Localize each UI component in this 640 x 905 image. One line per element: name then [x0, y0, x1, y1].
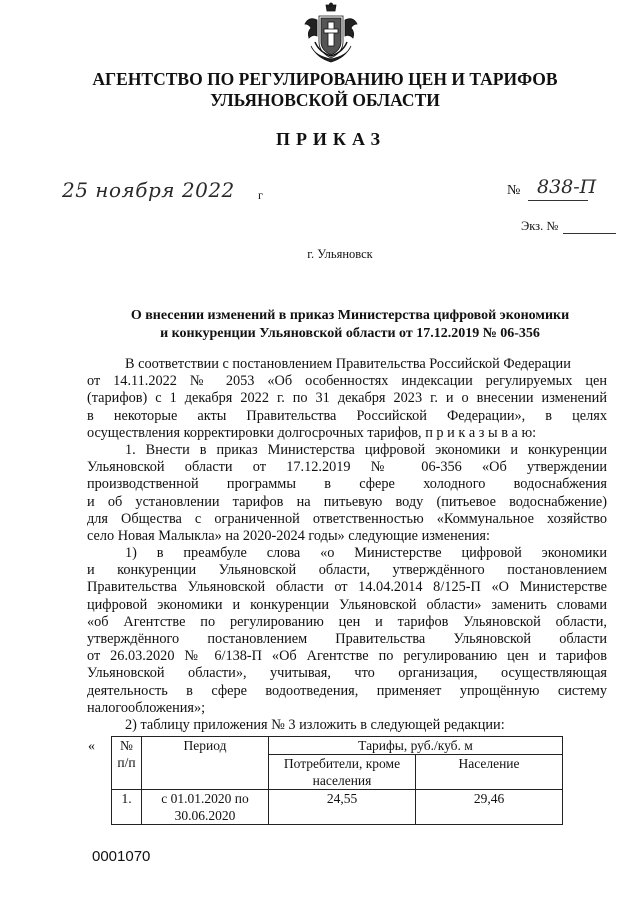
body-line: осуществления корректировки долгосрочных тарифов, п р и к а з ы в а ю: [87, 424, 537, 441]
coat-of-arms-emblem [299, 2, 363, 66]
body-line: деятельность в сфере водоотведения, применяет упрощённую систему [87, 682, 607, 699]
body-line: 2) таблицу приложения № 3 изложить в следующей редакции: [125, 716, 505, 733]
subject-line2: и конкуренции Ульяновской области от 17.12.2019 № 06-356 [160, 326, 540, 341]
opening-quote: « [88, 739, 95, 754]
row-period: с 01.01.2020 по 30.06.2020 [142, 790, 269, 825]
body-line: для Общества с ограниченной ответственностью «Коммунальное хозяйство [87, 510, 607, 527]
number-sign: № [507, 183, 521, 198]
header-tariffs: Тарифы, руб./куб. м [269, 737, 563, 755]
body-line: налогообложения»; [87, 699, 206, 716]
date-suffix: г [258, 188, 263, 202]
header-num: № п/п [112, 737, 142, 790]
body-line: «об Агентстве по регулированию цен и тарифов Ульяновской области, [87, 613, 607, 630]
body-line: (тарифов) с 1 декабря 2022 г. по 31 декабря 2023 г. и о внесении изменений [87, 390, 607, 407]
row-population: 29,46 [416, 790, 563, 825]
agency-title-line2: УЛЬЯНОВСКОЙ ОБЛАСТИ [210, 90, 440, 110]
body-line: село Новая Малыкла» на 2020-2024 годы» следующие изменения: [87, 527, 490, 544]
handwritten-number: 838-П [537, 176, 597, 198]
header-consumers: Потребители, кроме населения [269, 755, 416, 790]
copy-number-line [563, 233, 616, 234]
body-line: Ульяновской области от 17.12.2019 № 06-356 «Об утверждении [87, 459, 607, 476]
body-line: и об установлении тарифов на питьевую воду (питьевое водоснабжение) [87, 493, 607, 510]
document-subject [60, 307, 640, 343]
body-line: от 14.11.2022 № 2053 «Об особенностях индексации регулируемых цен [87, 373, 607, 390]
row-consumers: 24,55 [269, 790, 416, 825]
body-line: Правительства Ульяновской области от 14.04.2014 8/125-П «О Министерстве [87, 579, 607, 596]
document-code: 0001070 [92, 848, 151, 865]
document-body [87, 356, 607, 734]
body-line: производственной программы в сфере холодного водоснабжения [87, 476, 607, 493]
body-line: в некоторые акты Правительства Российской Федерации», в целях [87, 407, 607, 424]
document-type-title: ПРИКАЗ [275, 129, 387, 149]
header-population: Население [416, 755, 563, 790]
subject-line1: О внесении изменений в приказ Министерства цифровой экономики [130, 308, 570, 323]
body-line: цифровой экономики и конкуренции Ульяновской области» заменить словами [87, 596, 607, 613]
body-line: от 26.03.2020 № 6/138-П «Об Агентстве по регулированию цен и тарифов [87, 648, 607, 665]
body-line: Ульяновской области», учитывая, что организация, осуществляющая [87, 665, 607, 682]
handwritten-date: 25 ноября 2022 [62, 178, 235, 202]
body-line: утверждённого постановлением Правительства Ульяновской области [87, 631, 607, 647]
agency-title-line1: АГЕНТСТВО ПО РЕГУЛИРОВАНИЮ ЦЕН И ТАРИФОВ [92, 69, 558, 89]
body-line: В соответствии с постановлением Правительства Российской Федерации [125, 356, 571, 372]
body-line: 1. Внести в приказ Министерства цифровой экономики и конкуренции [125, 441, 607, 458]
row-num: 1. [112, 790, 142, 825]
body-line: и конкуренции Ульяновской области, утверждённого постановлением [87, 562, 607, 579]
number-underline [528, 200, 588, 201]
body-line: 1) в преамбуле слова «о Министерстве цифровой экономики [125, 545, 607, 562]
header-period: Период [142, 737, 269, 790]
city-label: г. Ульяновск [307, 247, 373, 261]
tariff-table [111, 736, 563, 825]
copy-number-label: Экз. № [521, 219, 559, 233]
table-row [112, 790, 563, 825]
